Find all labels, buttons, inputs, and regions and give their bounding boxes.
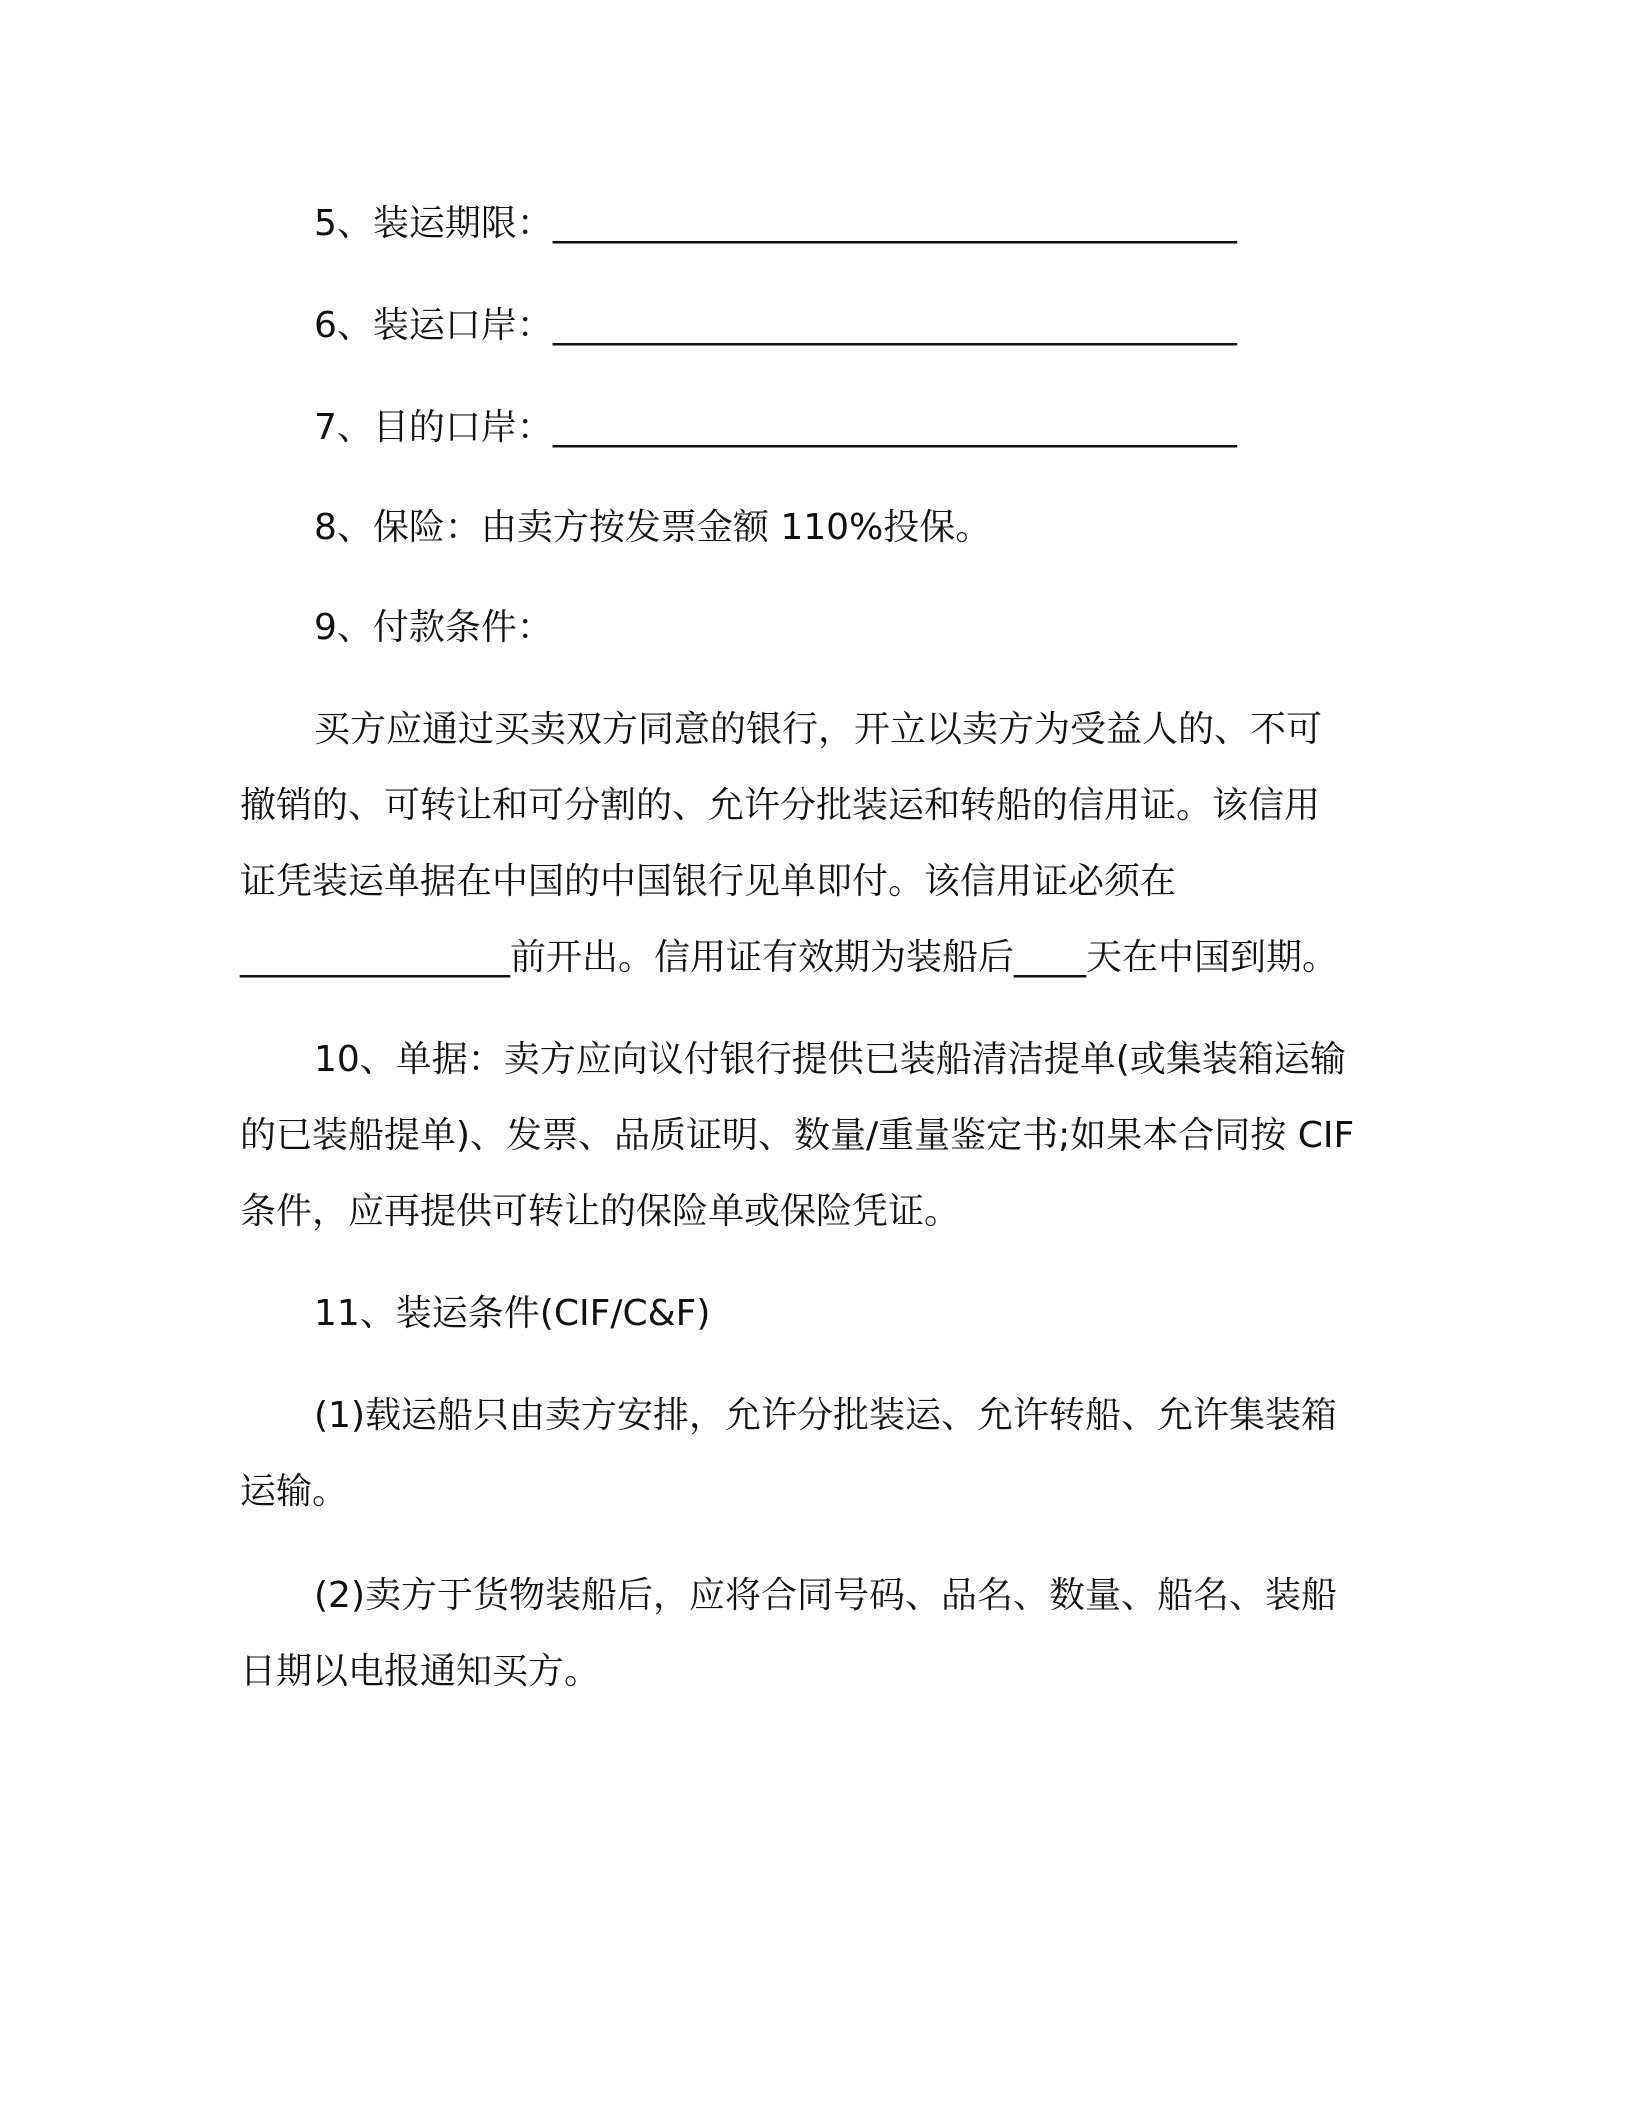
documents-line-2: 的已装船提单)、发票、品质证明、数量/重量鉴定书;如果本合同按 CIF (240, 1115, 1355, 1156)
payment-line-1: 买方应通过买卖双方同意的银行，开立以卖方为受益人的、不可 (314, 709, 1323, 750)
payment-line-4: _______________前开出。信用证有效期为装船后____天在中国到期。 (240, 937, 1339, 978)
documents-line-3: 条件，应再提供可转让的保险单或保险凭证。 (240, 1191, 961, 1232)
shipping-item-2-line-1: (2)卖方于货物装船后，应将合同号码、品名、数量、船名、装船 (314, 1575, 1337, 1616)
clause-7-port-of-destination: 7、目的口岸：______________________________________ (314, 407, 1237, 448)
shipping-item-2-line-2: 日期以电报通知买方。 (240, 1651, 601, 1692)
clause-11-shipping-terms: 11、装运条件(CIF/C&F) (314, 1293, 711, 1334)
shipping-item-1-line-1: (1)载运船只由卖方安排，允许分批装运、允许转船、允许集装箱 (314, 1395, 1337, 1436)
documents-line-1: 10、单据：卖方应向议付银行提供已装船清洁提单(或集装箱运输 (314, 1039, 1346, 1080)
clause-9-payment-terms: 9、付款条件： (314, 607, 553, 648)
clause-5-shipment-period: 5、装运期限：______________________________________ (314, 203, 1237, 244)
clause-6-port-of-shipment: 6、装运口岸：______________________________________ (314, 305, 1237, 346)
payment-line-2: 撤销的、可转让和可分割的、允许分批装运和转船的信用证。该信用 (240, 785, 1321, 826)
payment-line-3: 证凭装运单据在中国的中国银行见单即付。该信用证必须在 (240, 861, 1177, 902)
clause-8-insurance: 8、保险：由卖方按发票金额 110%投保。 (314, 507, 992, 548)
shipping-item-1-line-2: 运输。 (240, 1471, 349, 1512)
